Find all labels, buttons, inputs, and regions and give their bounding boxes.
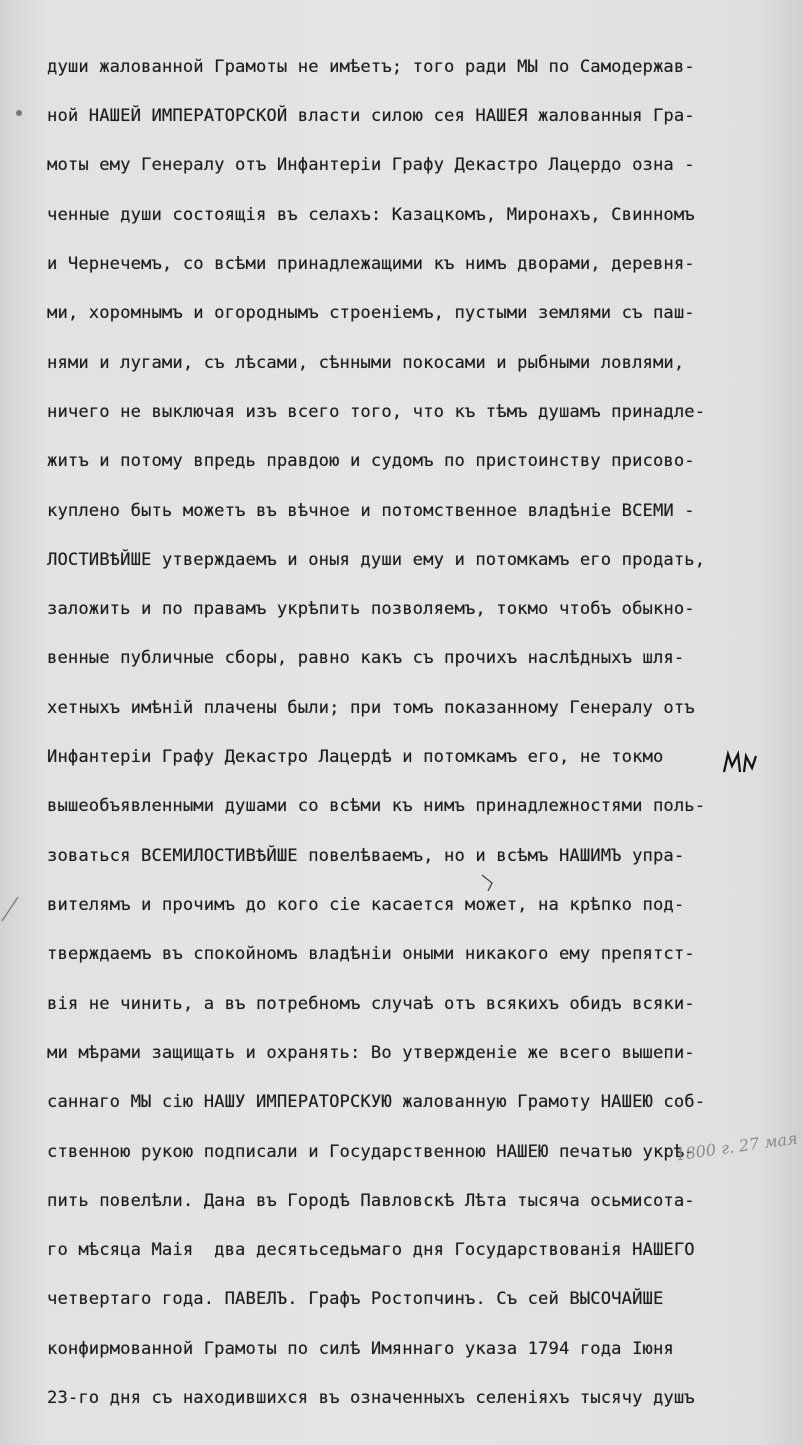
text-line-4: ченные души состоящiя въ селахъ: Казацкомъ, Миронахъ, Свинномъ <box>47 205 695 225</box>
text-line-15: Инфантерiи Графу Декастро Лацердѣ и потомкамъ его, не токмо <box>47 747 664 767</box>
margin-slash-mark <box>0 895 20 925</box>
text-line-1: души жалованной Грамоты не имѣетъ; того ради МЫ по Самодержав- <box>47 57 695 77</box>
text-line-13: венные публичные сборы, равно какъ съ прочихъ наслѣдныхъ шля- <box>47 648 685 668</box>
text-line-11: ЛОСТИВѢЙШЕ утверждаемъ и оныя души ему и потомкамъ его продать, <box>47 550 706 570</box>
text-line-26: четвертаго года. ПАВЕЛЪ. Графъ Ростопчинъ. Съ сей ВЫСОЧАЙШЕ <box>47 1289 664 1309</box>
text-line-27: конфирмованной Грамоты по силѣ Имяннаго указа 1794 года Iюня <box>47 1339 674 1359</box>
text-line-20: вiя не чинить, а въ потребномъ случаѣ отъ всякихъ обидъ всяки- <box>47 994 695 1014</box>
text-line-14: хетныхъ имѣнiй плачены были; при томъ показанному Генералу отъ <box>47 698 695 718</box>
text-line-9: житъ и потому впредь правдою и судомъ по пристоинству присово- <box>47 451 695 471</box>
margin-dot <box>16 110 22 116</box>
text-line-12: заложить и по правамъ укрѣпить позволяемъ, токмо чтобъ обыкно- <box>47 599 695 619</box>
text-line-24: пить повелѣли. Дана въ Городѣ Павловскѣ Лѣта тысяча осьмисота- <box>47 1191 695 1211</box>
text-line-18: вителямъ и прочимъ до кого сiе касается может, на крѣпко под- <box>47 895 685 915</box>
text-line-17: зоваться ВСЕМИЛОСТИВѢЙШЕ повелѣваемъ, но и всѣмъ НАШИМЪ упра- <box>47 846 685 866</box>
handwritten-correction <box>720 748 760 778</box>
text-line-7: нями и лугами, съ лѣсами, сѣнными покосами и рыбными ловлями, <box>47 353 685 373</box>
text-line-28: 23-го дня съ находившихся въ означенныхъ селенiяхъ тысячу душъ <box>47 1388 695 1408</box>
pencil-annotation: 1800 г. 27 мая <box>674 1128 799 1165</box>
text-line-21: ми мѣрами защищать и охранять: Во утвержденiе же всего вышепи- <box>47 1043 695 1063</box>
text-line-8: ничего не выключая изъ всего того, что къ тѣмъ душамъ принадле- <box>47 402 706 422</box>
text-line-5: и Чернечемъ, со всѣми принадлежащими къ нимъ дворами, деревня- <box>47 254 695 274</box>
text-line-23: ственною рукою подписали и Государственною НАШЕЮ печатью укрѣ- <box>47 1142 695 1162</box>
text-line-2: ной НАШЕЙ ИМПЕРАТОРСКОЙ власти силою сея НАШЕЯ жалованныя Гра- <box>47 106 695 126</box>
text-line-25: го мѣсяца Маiя два десятьседьмаго дня Государствованiя НАШЕГО <box>47 1240 695 1260</box>
text-line-6: ми, хоромнымъ и огороднымъ строенiемъ, пустыми землями съ паш- <box>47 303 695 323</box>
text-line-19: тверждаемъ въ спокойномъ владѣнiи оными никакого ему препятст- <box>47 944 695 964</box>
text-line-10: куплено быть можетъ въ вѣчное и потомственное владѣнiе ВСЕМИ - <box>47 501 695 521</box>
text-line-16: вышеобъявленными душами со всѣми къ нимъ принадлежностями поль- <box>47 796 706 816</box>
text-line-3: моты ему Генералу отъ Инфантерiи Графу Декастро Лацердо озна - <box>47 155 695 175</box>
text-line-22: саннаго МЫ сiю НАШУ ИМПЕРАТОРСКУЮ жалованную Грамоту НАШЕЮ соб- <box>47 1092 706 1112</box>
insertion-caret-mark <box>478 873 498 893</box>
